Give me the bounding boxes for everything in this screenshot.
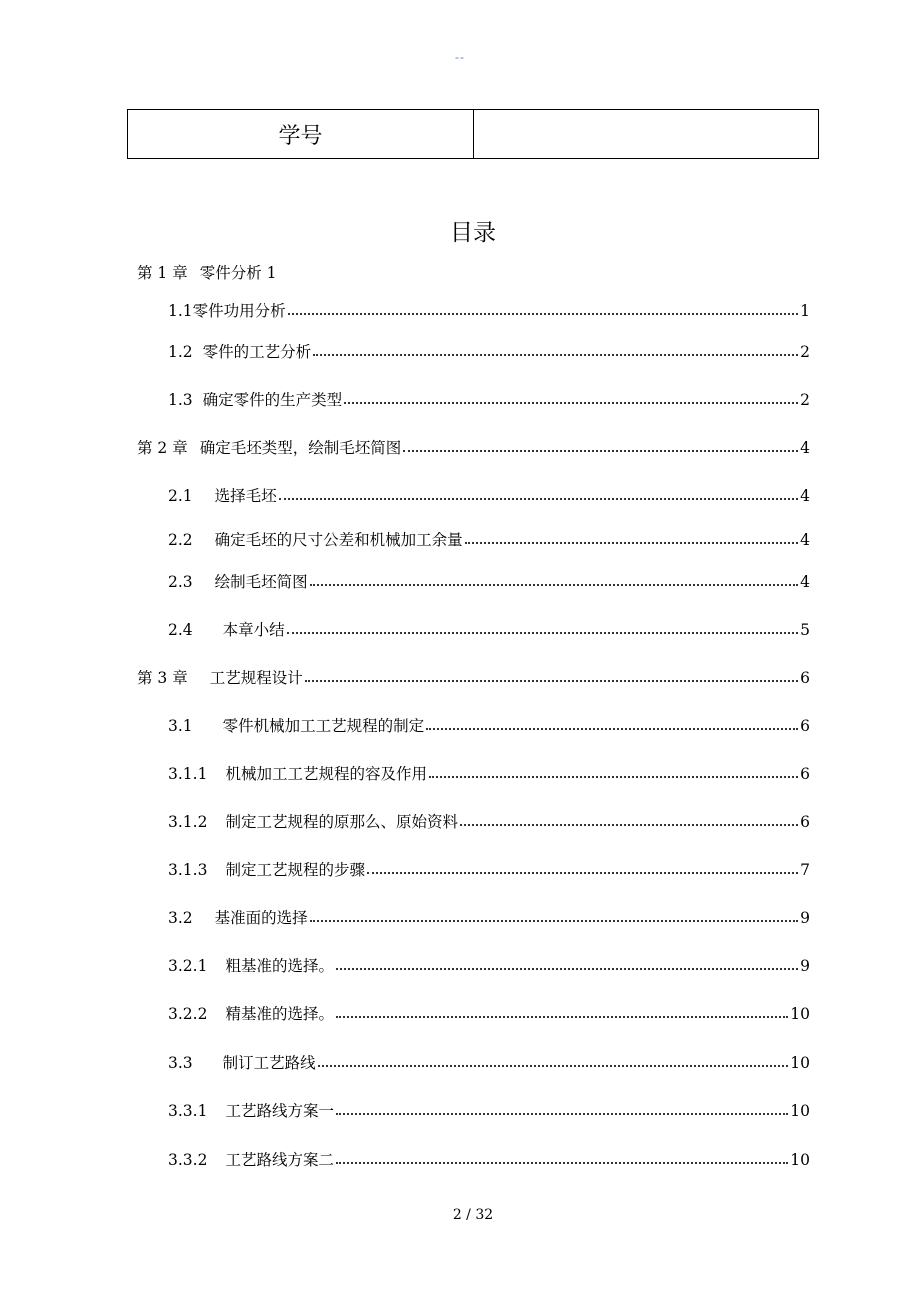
toc-entry-number: 2.2 [168, 531, 193, 549]
student-id-label: 学号 [128, 110, 474, 159]
toc-entry[interactable] [168, 530, 810, 550]
toc-entry-page: 2 [800, 343, 810, 361]
toc-entry-page: 5 [800, 621, 810, 639]
toc-entry-number: 3.2.2 [168, 1005, 208, 1023]
toc-entry-number: 第 2 章 [137, 439, 188, 457]
toc-entry-title: 选择毛坯 [214, 487, 277, 505]
toc-entry-number: 3.1.3 [168, 861, 208, 879]
toc-entry-page: 6 [800, 813, 810, 831]
toc-dot-leader [460, 823, 798, 826]
toc-entry-title: 零件的工艺分析 [202, 343, 312, 361]
toc-entry-number: 2.3 [168, 573, 193, 591]
toc-entry[interactable] [168, 390, 810, 410]
toc-entry-number: 1.2 [168, 343, 193, 361]
header-mark: -- [455, 50, 465, 64]
toc-dot-leader [287, 631, 798, 634]
toc-entry-page: 6 [800, 717, 810, 735]
toc-entry[interactable] [137, 438, 810, 458]
toc-entry-page: 9 [800, 957, 810, 975]
toc-entry[interactable] [137, 263, 277, 283]
toc-entry-title: 工艺路线方案二 [225, 1151, 334, 1169]
toc-entry-number: 3.2.1 [168, 957, 208, 975]
toc-entry-number: 1.1 [168, 302, 193, 320]
toc-entry-page: 4 [800, 439, 810, 457]
toc-entry-title: 本章小结 [222, 621, 285, 639]
toc-entry-title: 粗基准的选择。 [225, 957, 334, 975]
toc-entry-page: 7 [800, 861, 810, 879]
toc-entry-title: 零件机械加工工艺规程的制定 [222, 717, 425, 735]
toc-entry-page: 4 [800, 531, 810, 549]
toc-entry-title: 机械加工工艺规程的容及作用 [225, 765, 427, 783]
toc-entry-title: 精基准的选择。 [225, 1005, 334, 1023]
toc-entry-page: 4 [800, 487, 810, 505]
toc-entry[interactable] [168, 956, 810, 976]
toc-dot-leader [310, 583, 798, 586]
toc-entry-page: 9 [800, 909, 810, 927]
toc-entry-page: 6 [800, 765, 810, 783]
toc-title: 目录 [450, 220, 496, 246]
toc-entry[interactable] [168, 620, 810, 640]
toc-entry-title: 工艺规程设计 [209, 669, 303, 687]
toc-entry-title: 工艺路线方案一 [225, 1102, 334, 1120]
toc-dot-leader [336, 967, 798, 970]
toc-dot-leader [318, 1064, 789, 1067]
toc-entry-title: 制定工艺规程的原那么、原始资料 [225, 813, 458, 831]
toc-entry-number: 3.1 [168, 717, 193, 735]
toc-entry[interactable] [168, 764, 810, 784]
toc-entry-page: 6 [800, 669, 810, 687]
toc-entry-page: 10 [790, 1151, 810, 1169]
toc-dot-leader [288, 312, 798, 315]
toc-entry[interactable] [168, 812, 810, 832]
toc-dot-leader [336, 1015, 788, 1018]
toc-dot-leader [279, 497, 798, 500]
toc-entry-title: 零件功用分析 [192, 302, 286, 320]
page-number: 2 / 32 [452, 1207, 494, 1223]
toc-dot-leader [426, 727, 798, 730]
toc-dot-leader [344, 401, 798, 404]
toc-entry[interactable] [137, 668, 810, 688]
toc-entry-page: 10 [790, 1005, 810, 1023]
toc-entry[interactable] [168, 301, 810, 321]
toc-entry-page: 10 [790, 1102, 810, 1120]
toc-entry-title: 确定毛坯类型，绘制毛坯简图 [199, 439, 402, 457]
toc-entry[interactable] [168, 908, 810, 928]
toc-dot-leader [310, 919, 798, 922]
toc-entry[interactable] [168, 1004, 810, 1024]
toc-entry-number: 2.1 [168, 487, 193, 505]
toc-entry[interactable] [168, 716, 810, 736]
toc-entry-title: 确定毛坯的尺寸公差和机械加工余量 [214, 531, 463, 549]
toc-entry-page: 1 [800, 302, 810, 320]
toc-entry-number: 3.1.1 [168, 765, 208, 783]
toc-entry-number: 3.2 [168, 909, 193, 927]
toc-entry-number: 第 3 章 [137, 669, 188, 687]
toc-entry-number: 3.1.2 [168, 813, 208, 831]
toc-entry-title: 制定工艺规程的步骤 [225, 861, 365, 879]
toc-entry[interactable] [168, 342, 810, 362]
toc-entry-title: 绘制毛坯简图 [214, 573, 308, 591]
toc-entry-title: 制订工艺路线 [222, 1054, 316, 1072]
toc-entry-number: 2.4 [168, 621, 193, 639]
toc-entry-number: 3.3 [168, 1054, 193, 1072]
toc-dot-leader [403, 449, 798, 452]
toc-entry-number: 3.3.1 [168, 1102, 208, 1120]
toc-dot-leader [313, 353, 798, 356]
toc-entry-title: 基准面的选择 [214, 909, 308, 927]
toc-entry[interactable] [168, 486, 810, 506]
toc-dot-leader [429, 775, 798, 778]
toc-entry-number: 第 1 章 [137, 264, 188, 282]
student-id-value [474, 110, 819, 159]
toc-entry-number: 3.3.2 [168, 1151, 208, 1169]
toc-entry[interactable] [168, 860, 810, 880]
toc-entry-page: 10 [790, 1054, 810, 1072]
toc-dot-leader [336, 1112, 788, 1115]
toc-entry-page: 4 [800, 573, 810, 591]
toc-dot-leader [465, 541, 798, 544]
toc-entry-title: 零件分析 1 [199, 264, 277, 282]
toc-dot-leader [305, 679, 798, 682]
toc-entry[interactable] [168, 1053, 810, 1073]
toc-entry[interactable] [168, 1150, 810, 1170]
toc-entry-title: 确定零件的生产类型 [202, 391, 343, 409]
student-info-table [127, 109, 819, 159]
toc-entry[interactable] [168, 572, 810, 592]
toc-dot-leader [367, 871, 798, 874]
toc-entry-number: 1.3 [168, 391, 193, 409]
toc-entry[interactable] [168, 1101, 810, 1121]
toc-entry-page: 2 [800, 391, 810, 409]
toc-dot-leader [336, 1161, 788, 1164]
